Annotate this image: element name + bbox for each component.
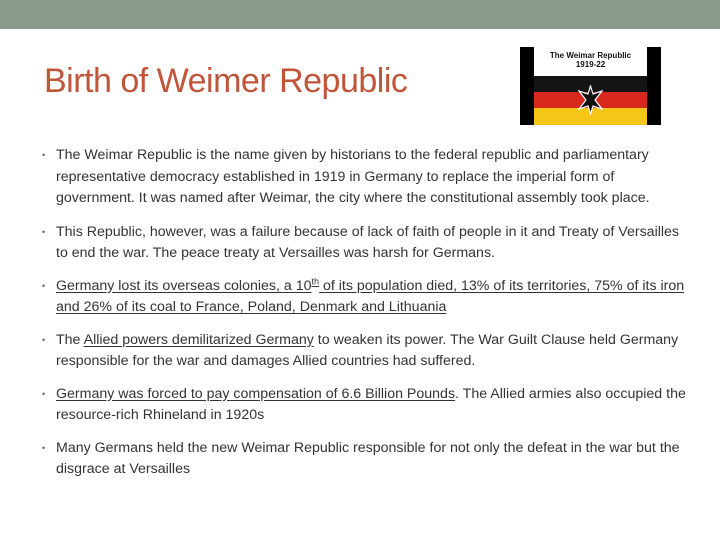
- bullet-dot: •: [42, 334, 46, 345]
- bullet-text: The: [56, 331, 84, 348]
- bullet-text-underlined: of its population died, 13% of its territories, 75% of its iron and 26% of its coal to France, Poland, Denmark and Lithuania: [56, 277, 685, 315]
- bullet-item: [42, 145, 686, 210]
- slide: [0, 29, 720, 540]
- bullet-dot: •: [42, 442, 46, 453]
- bullet-item: [42, 330, 686, 373]
- logo-years: 1919-22: [575, 60, 606, 69]
- bullet-item: [42, 222, 686, 265]
- bullet-dot: •: [42, 150, 46, 160]
- bullet-dot: •: [42, 388, 46, 399]
- bullet-text: This Republic, however, was a failure because of lack of faith of people in it and Treaty of Versailles to end the war. The peace treaty at Versailles was harsh for Germans.: [56, 223, 680, 261]
- bullet-text: to weaken its power. The War Guilt Clause held Germany responsible for the war and damages Allied countries had suffered.: [56, 331, 679, 369]
- bullet-item: [42, 438, 686, 481]
- logo-card: [534, 47, 647, 125]
- bullet-item: [42, 275, 686, 319]
- bullet-dot: •: [42, 280, 46, 291]
- bullet-list: [42, 145, 686, 481]
- bullet-text: . The Allied armies also occupied the resource-rich Rhineland in 1920s: [56, 385, 686, 423]
- bullet-superscript: th: [311, 275, 320, 286]
- bullet-text-underlined: Allied powers demilitarized Germany: [83, 331, 314, 348]
- weimar-republic-image: [520, 47, 661, 125]
- bullet-dot: •: [42, 226, 46, 237]
- bullet-item: [42, 384, 686, 427]
- bullet-text-underlined: Germany lost its overseas colonies, a 10: [56, 277, 312, 294]
- logo-title: The Weimar Republic: [549, 51, 632, 60]
- bullet-text: The Weimar Republic is the name given by historians to the federal republic and parliamentary representative democracy established in 1919 in Germany to replace the imperial form of government. It was named after Weimar, the city where the constitutional assembly took place.: [56, 147, 650, 206]
- bullet-text: Many Germans held the new Weimar Republic responsible for not only the defeat in the war but the disgrace at Versailles: [56, 439, 680, 477]
- slide-title: Birth of Weimer Republic: [44, 62, 408, 100]
- iron-cross-icon: [578, 85, 603, 115]
- bullet-text-underlined: Germany was forced to pay compensation of 6.6 Billion Pounds: [56, 385, 456, 402]
